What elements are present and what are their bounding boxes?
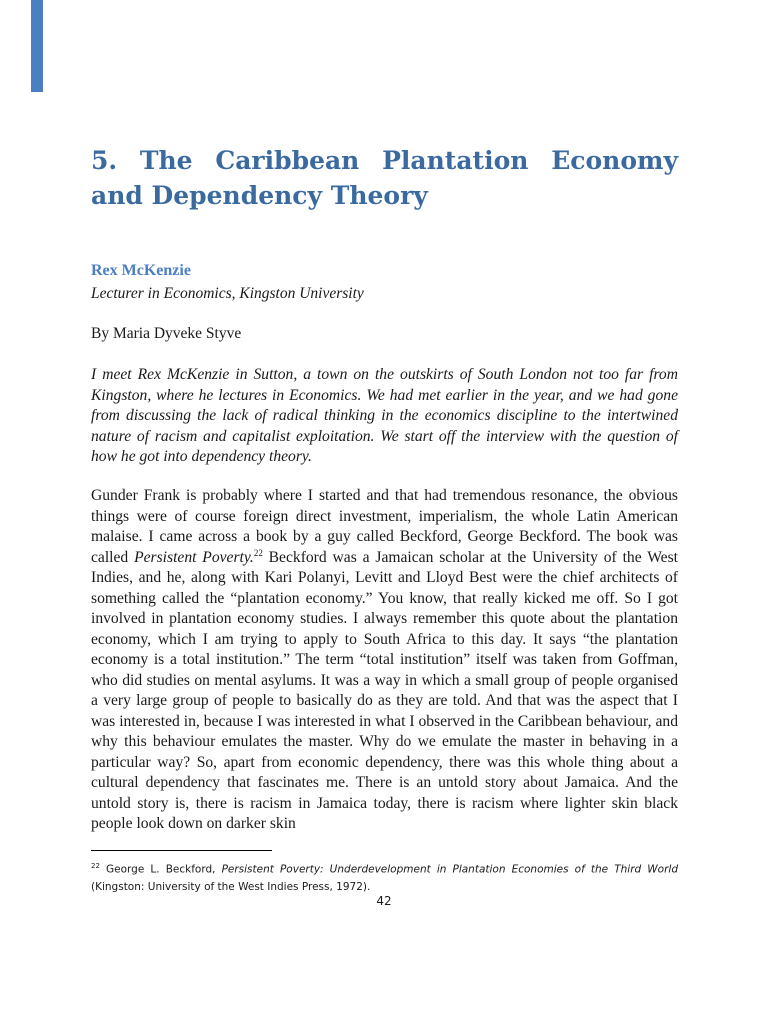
- interview-intro: I meet Rex McKenzie in Sutton, a town on the outskirts of South London not too far from Kingston, where he lectures in Economics. We had met earlier in the year, and we had gone from discussing the lack of radical thinking in the economics discipline to the intertwined nature of racism and capitalist exploitation. We start off the interview with the question of how he got into dependency theory.: [91, 366, 678, 465]
- body-paragraph: [91, 486, 678, 835]
- footnote-author: George L. Beckford,: [106, 863, 222, 876]
- book-title: Persistent Poverty.: [134, 548, 254, 566]
- body-text-part-1: Gunder Frank is probably where I started and that had tremendous resonance, the obvious things were of course foreign direct investment, imperialism, the whole Latin American malaise. I came across a book by a guy called Beckford, George Beckford. The book was called: [91, 487, 678, 566]
- footnote: [91, 858, 678, 896]
- byline: By Maria Dyveke Styve: [91, 325, 242, 342]
- footnote-publication: (Kingston: University of the West Indies Press, 1972).: [91, 880, 371, 893]
- author-role: Lecturer in Economics, Kingston University: [91, 285, 364, 302]
- page-number: 42: [376, 894, 392, 908]
- footnote-reference[interactable]: 22: [253, 547, 263, 558]
- body-text-part-2: Beckford was a Jamaican scholar at the University of the West Indies, and he, along with Kari Polanyi, Levitt and Lloyd Best were the chief architects of something called the “plantation economy.” You know, that really kicked me off. So I got involved in plantation economy studies. I always remember this quote about the plantation economy, which I am trying to apply to South Africa to this day. It says “the plantation economy is a total institution.” The term “total institution” itself was taken from Goffman, who did studies on mental asylums. It was a way in which a small group of people organised a very large group of people to basically do as they are told. And that was the aspect that I was interested in, because I was interested in what I observed in the Caribbean behaviour, and why this behaviour emulates the master. Why do we emulate the master in behaving in a particular way? So, apart from economic dependency, there was this whole thing about a cultural dependency that fascinates me. There is an untold story about Jamaica. And the untold story is, there is racism in Jamaica today, there is racism where lighter skin black people look down on darker skin: [91, 548, 678, 832]
- author-name: Rex McKenzie: [91, 262, 191, 279]
- chapter-title: 5. The Caribbean Plantation Economy and Dependency Theory: [91, 146, 678, 210]
- footnote-divider: [91, 850, 272, 851]
- header-accent-bar: [31, 0, 43, 92]
- footnote-book-title: Persistent Poverty: Underdevelopment in Plantation Economies of the Third World: [221, 863, 678, 876]
- footnote-number: 22: [91, 862, 100, 870]
